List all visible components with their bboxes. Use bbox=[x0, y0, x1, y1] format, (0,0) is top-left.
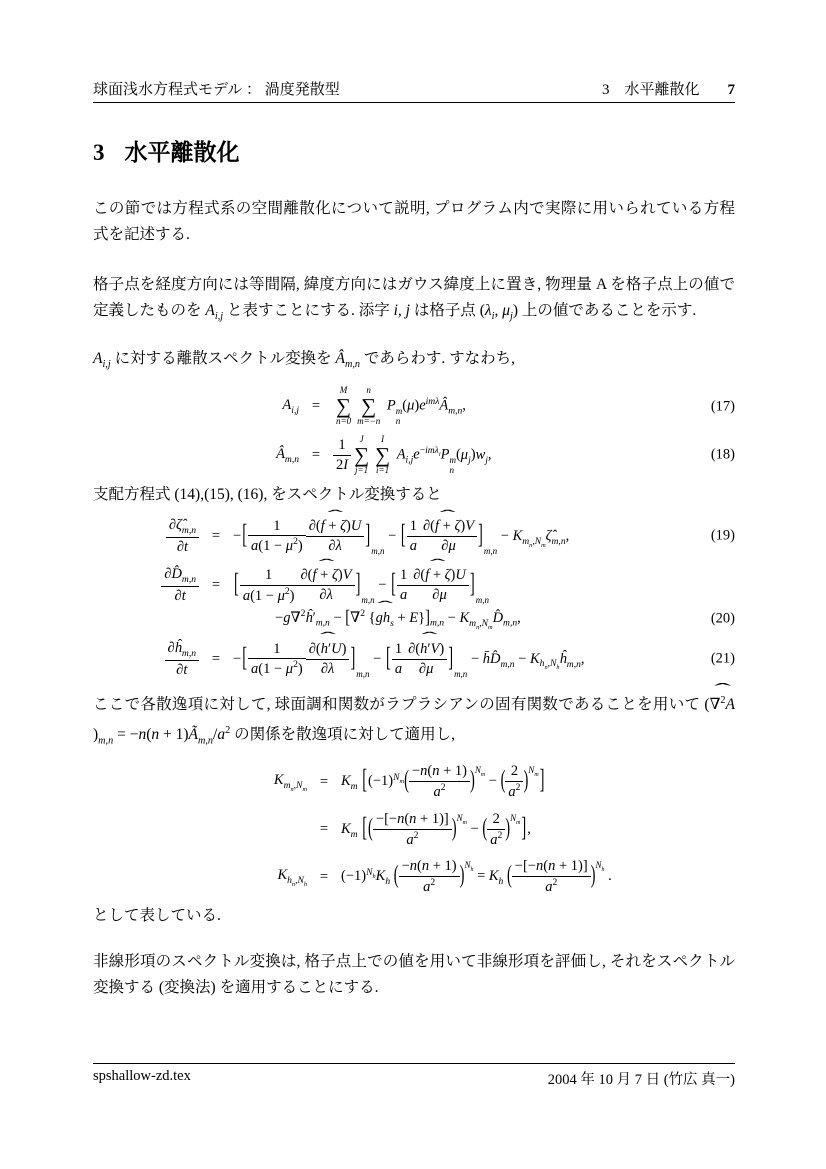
equation-17-number: (17) bbox=[710, 398, 735, 415]
equation-17-rhs: M ∑ n=0 n ∑ m=−n P m n $(\mu)e^{im\lambda}Â_{m,n}$, bbox=[336, 385, 466, 427]
equation-18-rhs: $\frac{1}{2I}$ J ∑ j=1 I ∑ i=1 $A_{i,j}e^{-im\lambda_i}P$ m n $(\mu_j)w_j$, bbox=[333, 435, 492, 476]
footer-filename: spshallow-zd.tex bbox=[93, 1068, 191, 1084]
equation-km-equals1: = bbox=[319, 773, 329, 790]
equation-19-number: (19) bbox=[710, 527, 735, 544]
equation-20-rhs-line1: [ $\frac{1}{a(1 - \mu^2)}$ ˆ $\frac{\partial(f + \zeta)V}{\partial\lambda}$ ]$_{m,n}$ − [ $\frac{1}{a}$ $\frac{\text{∂(ˆ f + ζ)U}}{\partial\mu}$ ]$_{m,n}$ bbox=[233, 566, 489, 606]
footer-date-author: 2004 年 10 月 7 日 (竹広 真一) bbox=[547, 1072, 735, 1088]
equation-21-number: (21) bbox=[710, 650, 735, 667]
equation-kh-rhs: $(-1)^{N_h}K_h$ ( $\frac{-n(n + 1)}{a^2}$ )$^{N_h} = K_h$ ( $\frac{-[-n(n + 1)]}{a^2}$ )$^{N_h}$ . bbox=[341, 858, 612, 895]
equation-21 bbox=[107, 639, 735, 680]
header-section-label: 3 水平離散化 bbox=[601, 82, 700, 98]
equation-20-equals: = bbox=[211, 576, 221, 593]
equation-km-line2 bbox=[189, 810, 735, 850]
equation-km-line1 bbox=[189, 762, 735, 802]
equation-18-lhs: $Â_{m,n}$ bbox=[276, 445, 299, 465]
equation-18 bbox=[243, 435, 735, 476]
equation-km-lhs: $K_{m_n,N_m}$ bbox=[273, 771, 307, 793]
paragraph-transform-method: 非線形項のスペクトル変換は, 格子点上での値を用いて非線形項を評価し, それをスペクトル変換する (変換法) を適用することにする. bbox=[93, 952, 735, 996]
equation-17-lhs: $A_{i,j}$ bbox=[282, 397, 299, 417]
equation-18-number: (18) bbox=[710, 446, 735, 463]
equation-21-equals: = bbox=[211, 650, 221, 667]
equation-20-lhs: $\frac{\partial D̂_{m,n}}{\partial t}$ bbox=[161, 565, 199, 606]
page-body bbox=[93, 0, 735, 1001]
equation-19-equals: = bbox=[211, 527, 221, 544]
paragraph-laplacian-eigenfunction: ここで各散逸項に対して, 球面調和関数がラプラシアンの固有関数であることを用いて (ˆ $\nabla^2A)_{m,n} = -n(n$ + $1)Ã_{m,n}/a^2$ の関係を散逸項に対して適用し, bbox=[93, 688, 735, 754]
header-page-number: 7 bbox=[727, 82, 735, 98]
paragraph-spectral-transform: $A_{i,j}$ に対する離散スペクトル変換を $Â_{m,n}$ であらわす. すなわち, bbox=[93, 350, 515, 371]
equation-19-rhs: −[ $\frac{1}{a(1 - \mu^2)}$ ˆ $\frac{\partial(f + \zeta)U}{\partial\lambda}$ ]$_{m,n}$ − [ $\frac{1}{a}$ $\frac{\text{∂(ˆ f + ζ)V}}{\partial\mu}$ ]$_{m,n}$ − $K_{m_n,N_m}\zetâ_{m,n}$, bbox=[233, 517, 569, 557]
header-running-title: 球面浅水方程式モデル ： 渦度発散型 bbox=[93, 82, 340, 98]
equation-20-line1 bbox=[107, 565, 735, 606]
equation-kh-lhs: $K_{h_n,N_h}$ bbox=[277, 866, 307, 888]
equation-19 bbox=[107, 516, 735, 557]
equation-km-rhs-line1: $K_m$ [$(-1)^{N_m}$( $\frac{-n(n + 1)}{a^2}$ )$^{N_m}$ − ( $\frac{2}{a^2}$ )$^{N_m}$] bbox=[341, 763, 545, 800]
equation-21-lhs: $\frac{\partial ĥ_{m,n}}{\partial t}$ bbox=[165, 639, 200, 680]
paragraph-expressed-as: として表している. bbox=[93, 906, 221, 924]
equation-20-rhs-line2: $-g\nabla^2ĥ'_{m,n} - [\nabla^2$ {ˆ $gh_s + E\}]_{m,n}$ − $K_{m_n,N_m}D̂_{m,n}$, bbox=[233, 608, 521, 631]
section-number: 3 bbox=[93, 140, 105, 165]
equation-18-equals: = bbox=[311, 446, 321, 463]
page-footer bbox=[93, 1068, 735, 1089]
paragraph-intro: この節では方程式系の空間離散化について説明, プログラム内で実際に用いられている方程式を記述する. bbox=[93, 200, 735, 243]
equation-20-number: (20) bbox=[710, 610, 735, 627]
footer-rule bbox=[93, 1063, 735, 1064]
paragraph-gridpoints: 格子点を経度方向には等間隔, 緯度方向にはガウス緯度上に置き, 物理量 A を格子点上の値で定義したものを $A_{i,j}$ と表すことにする. 添字 i, j は格子点 ($\lambda_i$, $\mu_j$) 上の値であることを示す. bbox=[93, 276, 735, 323]
equation-kh-equals: = bbox=[319, 868, 329, 885]
paragraph-governing-equations: 支配方程式 (14),(15), (16), をスペクトル変換すると bbox=[93, 485, 442, 503]
equation-20-line2 bbox=[107, 608, 735, 631]
equation-kh bbox=[189, 857, 735, 897]
equation-17-equals: = bbox=[311, 398, 321, 415]
equation-19-lhs: $\frac{\partial\zetâ_{m,n}}{\partial t}$ bbox=[166, 516, 199, 557]
equation-21-rhs: −[ $\frac{1}{a(1 - \mu^2)}$ ˆ $\frac{\partial(h'U)}{\partial\lambda}$ ]$_{m,n}$ − [ $\frac{1}{a}$ $\frac{\text{∂ˆ (h′V)}}{\partial\mu}$ ]$_{m,n}$ − $h̄D̂_{m,n}$ − $K_{h_n,N_h}ĥ_{m,n}$, bbox=[233, 640, 585, 680]
section-title-text: 水平離散化 bbox=[124, 140, 240, 165]
equation-km-rhs-line2: $K_m$ [( $\frac{-[-n(n + 1)]}{a^2}$ )$^{N_m}$ − ( $\frac{2}{a^2}$ )$^{N_m}$], bbox=[341, 810, 531, 848]
equation-17 bbox=[243, 386, 735, 427]
equation-km-equals2: = bbox=[319, 821, 329, 838]
